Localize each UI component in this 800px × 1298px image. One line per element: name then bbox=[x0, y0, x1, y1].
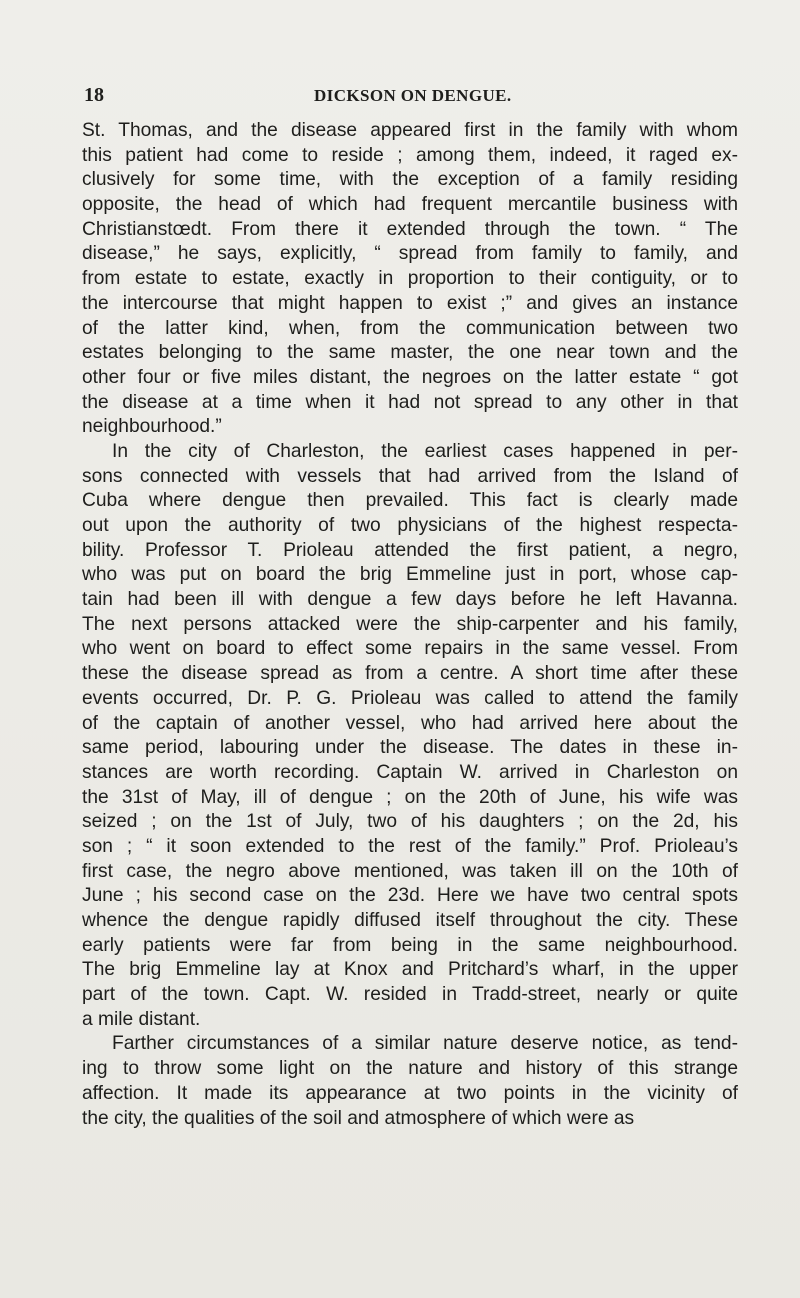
text-line: the city, the qualities of the soil and atmosphere of which were as bbox=[82, 1107, 635, 1129]
text-line: of the captain of another vessel, who had arrived here about the bbox=[82, 712, 738, 734]
running-head-title: DICKSON ON DENGUE. bbox=[314, 86, 512, 105]
text-line: who was put on board the brig Emmeline just in port, whose cap- bbox=[82, 564, 738, 586]
text-line: this patient had come to reside ; among them, indeed, it raged ex- bbox=[82, 144, 738, 166]
text-line: Farther circumstances of a similar nature deserve notice, as tend- bbox=[112, 1033, 738, 1055]
text-line: other four or five miles distant, the negroes on the latter estate “ got bbox=[82, 366, 738, 388]
text-line: The brig Emmeline lay at Knox and Pritchard’s wharf, in the upper bbox=[82, 959, 738, 981]
text-line: out upon the authority of two physicians of the highest respecta- bbox=[82, 515, 738, 536]
text-line: The next persons attacked were the ship-carpenter and his family, bbox=[82, 613, 738, 635]
text-line: June ; his second case on the 23d. Here we have two central spots bbox=[82, 885, 738, 907]
text-line: same period, labouring under the disease. The dates in these in- bbox=[82, 737, 738, 759]
text-line: first case, the negro above mentioned, was taken ill on the 10th of bbox=[82, 860, 738, 882]
page-header bbox=[84, 84, 724, 112]
paragraph bbox=[82, 440, 738, 1033]
text-line: opposite, the head of which had frequent mercantile business with bbox=[82, 194, 738, 216]
text-line: whence the dengue rapidly diffused itself throughout the city. These bbox=[82, 910, 738, 931]
text-line: seized ; on the 1st of July, two of his daughters ; on the 2d, his bbox=[82, 811, 738, 833]
text-line: from estate to estate, exactly in proportion to their contiguity, or to bbox=[82, 268, 738, 290]
text-line: these the disease spread as from a centre. A short time after these bbox=[82, 663, 738, 685]
text-line: estates belonging to the same master, the one near town and the bbox=[82, 342, 738, 364]
text-line: Christianstœdt. From there it extended through the town. “ The bbox=[82, 218, 738, 240]
paragraph bbox=[82, 119, 738, 440]
text-line: disease,” he says, explicitly, “ spread from family to family, and bbox=[82, 243, 738, 265]
text-line: stances are worth recording. Captain W. arrived in Charleston on bbox=[82, 761, 738, 783]
text-line: ing to throw some light on the nature and history of this strange bbox=[82, 1058, 738, 1080]
text-line: of the latter kind, when, from the communication between two bbox=[82, 317, 738, 339]
text-line: sons connected with vessels that had arrived from the Island of bbox=[82, 465, 738, 487]
text-line: affection. It made its appearance at two points in the vicinity of bbox=[82, 1082, 738, 1104]
text-line: St. Thomas, and the disease appeared first in the family with whom bbox=[82, 120, 738, 141]
text-line: bility. Professor T. Prioleau attended the first patient, a negro, bbox=[82, 539, 738, 561]
page-number: 18 bbox=[84, 84, 104, 106]
text-line: early patients were far from being in the same neighbourhood. bbox=[82, 934, 738, 956]
text-line: a mile distant. bbox=[82, 1008, 201, 1030]
text-line: neighbourhood.” bbox=[82, 416, 222, 438]
text-line: the 31st of May, ill of dengue ; on the 20th of June, his wife was bbox=[82, 786, 738, 808]
text-line: son ; “ it soon extended to the rest of the family.” Prof. Prioleau’s bbox=[82, 835, 738, 857]
text-line: the intercourse that might happen to exist ;” and gives an instance bbox=[82, 292, 738, 314]
text-line: clusively for some time, with the exception of a family residing bbox=[82, 169, 738, 191]
paragraph bbox=[82, 1032, 738, 1131]
text-line: Cuba where dengue then prevailed. This fact is clearly made bbox=[82, 490, 738, 512]
text-line: In the city of Charleston, the earliest cases happened in per- bbox=[112, 440, 738, 462]
text-line: tain had been ill with dengue a few days before he left Havanna. bbox=[82, 589, 738, 611]
text-line: who went on board to effect some repairs in the same vessel. From bbox=[82, 638, 738, 660]
text-line: events occurred, Dr. P. G. Prioleau was called to attend the family bbox=[82, 687, 738, 709]
text-line: part of the town. Capt. W. resided in Tradd-street, nearly or quite bbox=[82, 984, 738, 1006]
text-line: the disease at a time when it had not spread to any other in that bbox=[82, 391, 738, 413]
body-text bbox=[82, 119, 738, 1131]
